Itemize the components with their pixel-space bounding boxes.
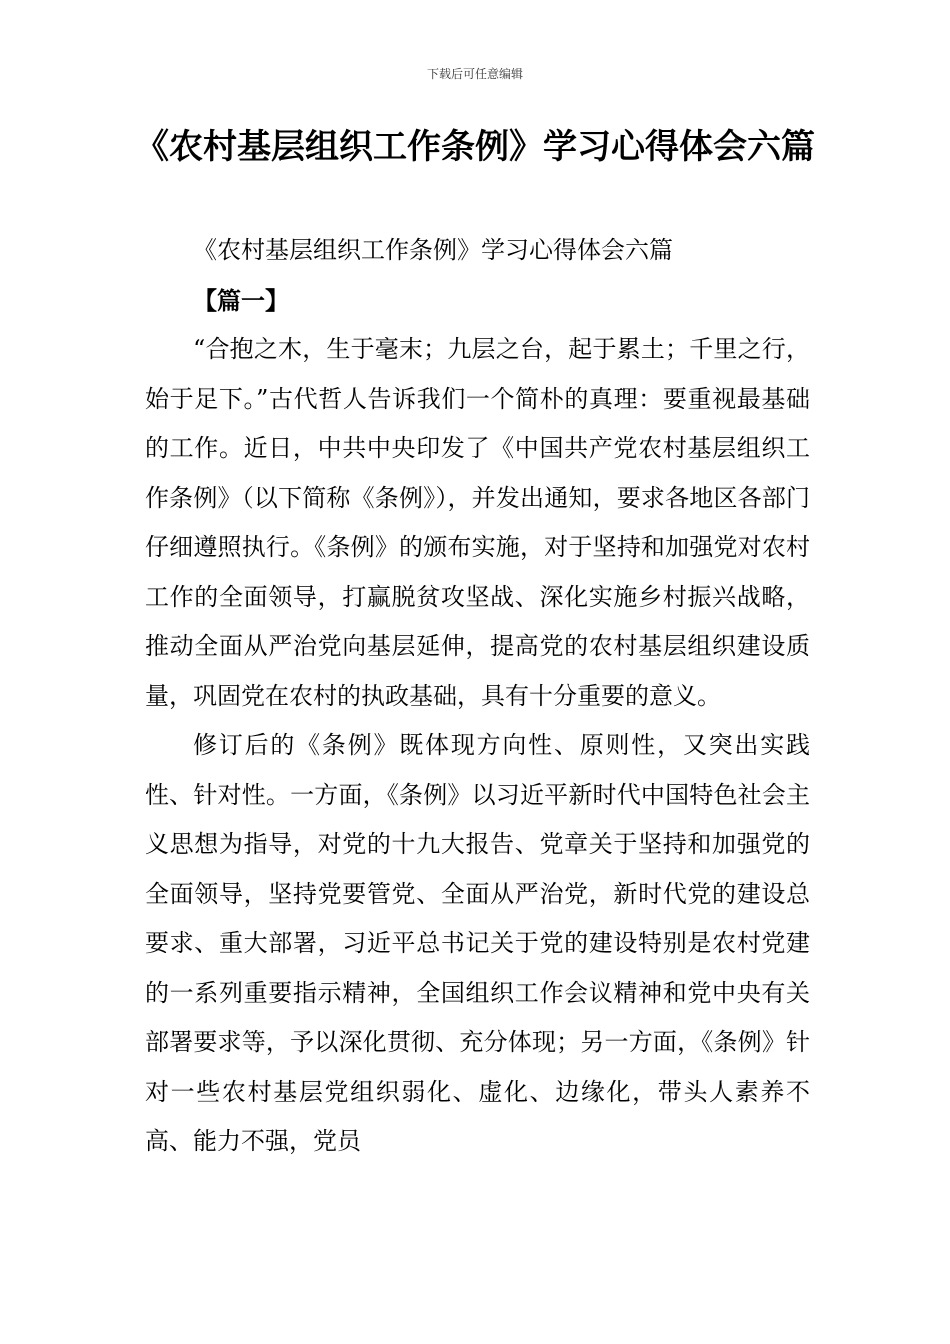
paragraph-2: 修订后的《条例》既体现方向性、原则性，又突出实践性、针对性。一方面，《条例》以习近平新时代中国特色社会主义思想为指导，对党的十九大报告、党章关于坚持和加强党的全面领导，坚持党要管党、全面从严治党，新时代党的建设总要求、重大部署，习近平总书记关于党的建设特别是农村党建的一系列重要指示精神，全国组织工作会议精神和党中央有关部署要求等，予以深化贯彻、充分体现；另一方面，《条例》针对一些农村基层党组织弱化、虚化、边缘化，带头人素养不高、能力不强，党员 — [145, 731, 810, 1155]
document-body — [145, 226, 810, 1167]
document-title: 《农村基层组织工作条例》学习心得体会六篇 — [135, 127, 815, 167]
header-note: 下载后可任意编辑 — [426, 67, 523, 81]
section-label: 【篇一】 — [193, 285, 289, 315]
paragraph-1: “合抱之木，生于毫末；九层之台，起于累土；千里之行，始于足下。”古代哲人告诉我们一个简朴的真理：要重视最基础的工作。近日，中共中央印发了《中国共产党农村基层组织工作条例》（以下简称《条例》），并发出通知，要求各地区各部门仔细遵照执行。《条例》的颁布实施，对于坚持和加强党对农村工作的全面领导，打赢脱贫攻坚战、深化实施乡村振兴战略，推动全面从严治党向基层延伸，提高党的农村基层组织建设质量，巩固党在农村的执政基础，具有十分重要的意义。 — [145, 335, 810, 710]
document-subtitle: 《农村基层组织工作条例》学习心得体会六篇 — [193, 236, 673, 264]
